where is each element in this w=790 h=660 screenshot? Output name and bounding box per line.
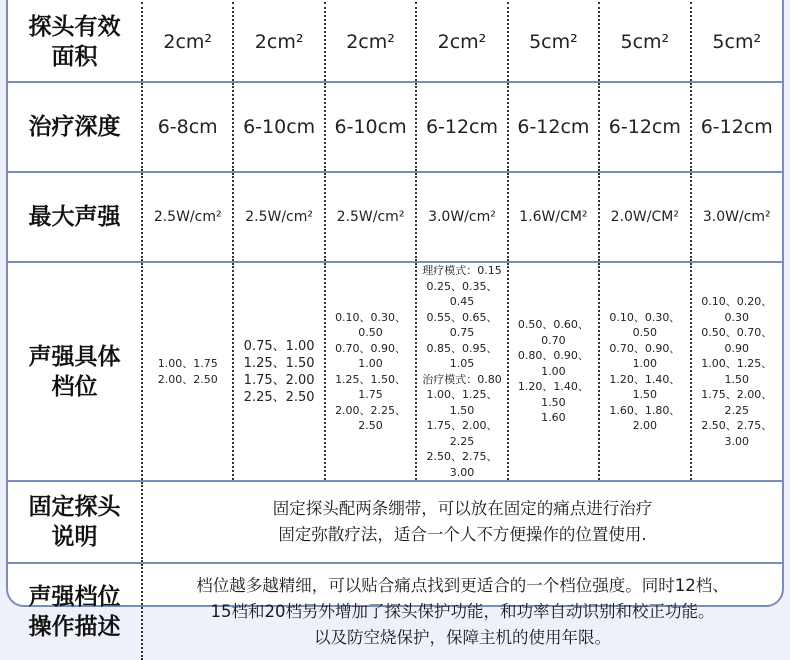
cell-value: 6-12cm bbox=[508, 82, 599, 172]
row-fixed-probe bbox=[8, 481, 782, 563]
cell-value: 2.5W/cm² bbox=[233, 172, 324, 262]
spec-card bbox=[6, 0, 784, 647]
cell-value: 6-12cm bbox=[416, 82, 507, 172]
cell-value: 0.10、0.20、0.30 0.50、0.70、0.90 1.00、1.25、1.50 1.75、2.00、2.25 2.50、2.75、3.00 bbox=[691, 262, 782, 481]
note-text: 档位越多越精细，可以贴合痛点找到更适合的一个档位强度。同时12档、 15档和20档另外增加了探头保护功能，和功率自动识别和校正功能。 以及防空烧保护，保障主机的使用年限。 bbox=[196, 576, 729, 647]
row-label: 探头有效 面积 bbox=[8, 2, 142, 82]
spec-table bbox=[8, 2, 782, 660]
row-operation bbox=[8, 563, 782, 660]
cell-value: 6-12cm bbox=[691, 82, 782, 172]
cell-value: 6-12cm bbox=[599, 82, 690, 172]
cell-value: 3.0W/cm² bbox=[691, 172, 782, 262]
row-label: 声强具体 档位 bbox=[8, 262, 142, 481]
cell-value: 6-8cm bbox=[142, 82, 233, 172]
cell-value: 0.50、0.60、0.70 0.80、0.90、1.00 1.20、1.40、1.50 1.60 bbox=[508, 262, 599, 481]
cell-value: 5cm² bbox=[691, 2, 782, 82]
cell-value: 5cm² bbox=[599, 2, 690, 82]
cell-value: 3.0W/cm² bbox=[416, 172, 507, 262]
cell-value: 2cm² bbox=[233, 2, 324, 82]
cell-value: 2.0W/CM² bbox=[599, 172, 690, 262]
cell-value: 理疗模式：0.15 0.25、0.35、0.45 0.55、0.65、0.75 0.85、0.95、1.05 治疗模式：0.80 1.00、1.25、1.50 1.75、2.00、2.25 2.50、2.75、3.00 bbox=[416, 262, 507, 481]
row-label: 固定探头 说明 bbox=[8, 481, 142, 563]
row-label: 治疗深度 bbox=[8, 82, 142, 172]
cell-value: 2cm² bbox=[325, 2, 416, 82]
row-treatment-depth bbox=[8, 82, 782, 172]
cell-value: 0.10、0.30、0.50 0.70、0.90、1.00 1.25、1.50、1.75 2.00、2.25、2.50 bbox=[325, 262, 416, 481]
cell-value: 2.5W/cm² bbox=[325, 172, 416, 262]
cell-value: 0.10、0.30、0.50 0.70、0.90、1.00 1.20、1.40、1.50 1.60、1.80、2.00 bbox=[599, 262, 690, 481]
row-max-intensity bbox=[8, 172, 782, 262]
cell-value: 1.00、1.75 2.00、2.50 bbox=[142, 262, 233, 481]
cell-value: 2cm² bbox=[416, 2, 507, 82]
cell-value: 5cm² bbox=[508, 2, 599, 82]
cell-value: 0.75、1.00 1.25、1.50 1.75、2.00 2.25、2.50 bbox=[233, 262, 324, 481]
note-text: 固定探头配两条绷带，可以放在固定的痛点进行治疗 固定弥散疗法，适合一个人不方便操作的位置使用. bbox=[142, 481, 782, 563]
cell-value: 6-10cm bbox=[233, 82, 324, 172]
cell-value: 1.6W/CM² bbox=[508, 172, 599, 262]
cell-value: 2cm² bbox=[142, 2, 233, 82]
row-intensity-levels bbox=[8, 262, 782, 481]
row-label: 声强档位 操作描述 bbox=[8, 563, 142, 660]
row-probe-area bbox=[8, 2, 782, 82]
row-label: 最大声强 bbox=[8, 172, 142, 262]
cell-value: 6-10cm bbox=[325, 82, 416, 172]
cell-value: 2.5W/cm² bbox=[142, 172, 233, 262]
